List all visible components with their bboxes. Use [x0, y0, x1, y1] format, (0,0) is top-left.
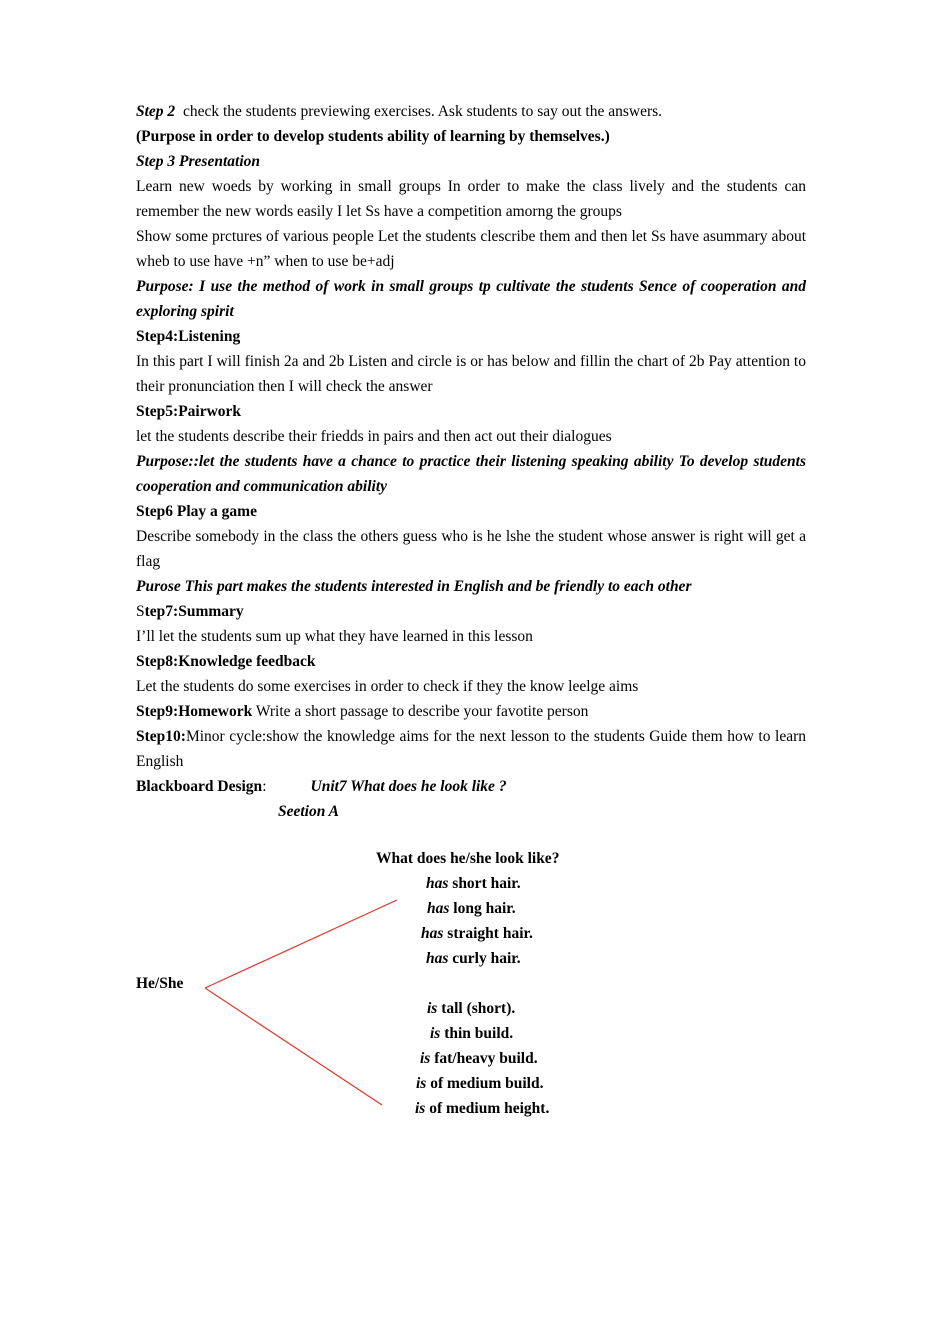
has-row-3: [421, 921, 533, 946]
step8-text: Let the students do some exercises in order to check if they the know leelge aims: [136, 678, 639, 695]
step3-paragraph-1: Learn new woeds by working in small groups In order to make the class lively and the students can remember the new words easily I let Ss have a competition amorng the groups: [136, 178, 806, 220]
step7-heading-initial: S: [136, 603, 145, 620]
is-item: tall (short).: [441, 1000, 516, 1017]
blackboard-design-label: Blackboard Design: [136, 778, 263, 795]
step2-text: check the students previewing exercises. Ask students to say out the answers.: [182, 103, 663, 120]
step8-heading: Step8:Knowledge feedback: [136, 653, 316, 670]
is-row-4: [416, 1071, 543, 1096]
purpose-4: Purose This part makes the students interested in English and be friendly to each other: [136, 578, 692, 595]
has-item: short hair.: [452, 875, 521, 892]
branch-line-lower: [205, 988, 382, 1105]
step2-line: [136, 99, 806, 124]
step3-heading: Step 3 Presentation: [136, 153, 261, 170]
blackboard-question: What does he/she look like?: [376, 850, 560, 867]
blackboard-section-line: [136, 799, 806, 824]
is-row-2: [430, 1021, 513, 1046]
blackboard-design-line: [136, 774, 806, 799]
purpose-1: (Purpose in order to develop students ability of learning by themselves.): [136, 128, 610, 145]
has-row-4: [426, 946, 521, 971]
blackboard-unit-title: Unit7 What does he look like ?: [310, 778, 507, 795]
is-row-1: [427, 996, 515, 1021]
lesson-plan-body: [136, 99, 806, 824]
is-word: is: [420, 1050, 431, 1067]
has-row-2: [427, 896, 516, 921]
step7-text: I’ll let the students sum up what they have learned in this lesson: [136, 628, 533, 645]
step5-text: let the students describe their friedds in pairs and then act out their dialogues: [136, 428, 612, 445]
has-item: curly hair.: [452, 950, 521, 967]
is-item: of medium build.: [430, 1075, 544, 1092]
step4-text: In this part I will finish 2a and 2b Listen and circle is or has below and fillin the chart of 2b Pay attention to their pronunciation then I will check the answer: [136, 353, 806, 395]
step7-heading-rest: tep7:Summary: [144, 603, 244, 620]
is-word: is: [415, 1100, 426, 1117]
step4-heading: Step4:Listening: [136, 328, 241, 345]
has-word: has: [426, 950, 449, 967]
has-row-1: [426, 871, 521, 896]
is-word: is: [430, 1025, 441, 1042]
is-item: thin build.: [444, 1025, 514, 1042]
is-word: is: [416, 1075, 427, 1092]
has-word: has: [421, 925, 444, 942]
purpose-2: Purpose: I use the method of work in small groups tp cultivate the students Sence of cooperation and exploring spirit: [136, 278, 806, 320]
step7-heading: [136, 599, 806, 624]
is-row-5: [415, 1096, 549, 1121]
is-item: of medium height.: [429, 1100, 550, 1117]
step5-heading: Step5:Pairwork: [136, 403, 242, 420]
step10-heading: Step10:: [136, 728, 186, 745]
has-item: long hair.: [453, 900, 516, 917]
blackboard-section: Seetion A: [278, 803, 340, 820]
blackboard-subject: He/She: [136, 975, 184, 992]
step9-text: Write a short passage to describe your favotite person: [252, 703, 589, 720]
is-row-3: [420, 1046, 538, 1071]
has-item: straight hair.: [447, 925, 533, 942]
has-word: has: [426, 875, 449, 892]
branch-line-upper: [205, 900, 397, 988]
purpose-3: Purpose::let the students have a chance to practice their listening speaking ability To develop students cooperation and communication ability: [136, 453, 806, 495]
step10-text: Minor cycle:show the knowledge aims for the next lesson to the students Guide them how to learn English: [136, 728, 806, 770]
blackboard-design-colon: :: [262, 778, 267, 795]
has-word: has: [427, 900, 450, 917]
is-item: fat/heavy build.: [434, 1050, 538, 1067]
step6-heading: Step6 Play a game: [136, 503, 257, 520]
step2-label: Step 2: [136, 103, 176, 120]
step6-text: Describe somebody in the class the others guess who is he lshe the student whose answer is right will get a flag: [136, 528, 806, 570]
step3-paragraph-2: Show some prctures of various people Let the students clescribe them and then let Ss have asummary about wheb to use have +n” when to use be+adj: [136, 228, 806, 270]
step9-heading: Step9:Homework: [136, 703, 253, 720]
step10-line: [136, 724, 806, 774]
is-word: is: [427, 1000, 438, 1017]
step9-line: [136, 699, 806, 724]
